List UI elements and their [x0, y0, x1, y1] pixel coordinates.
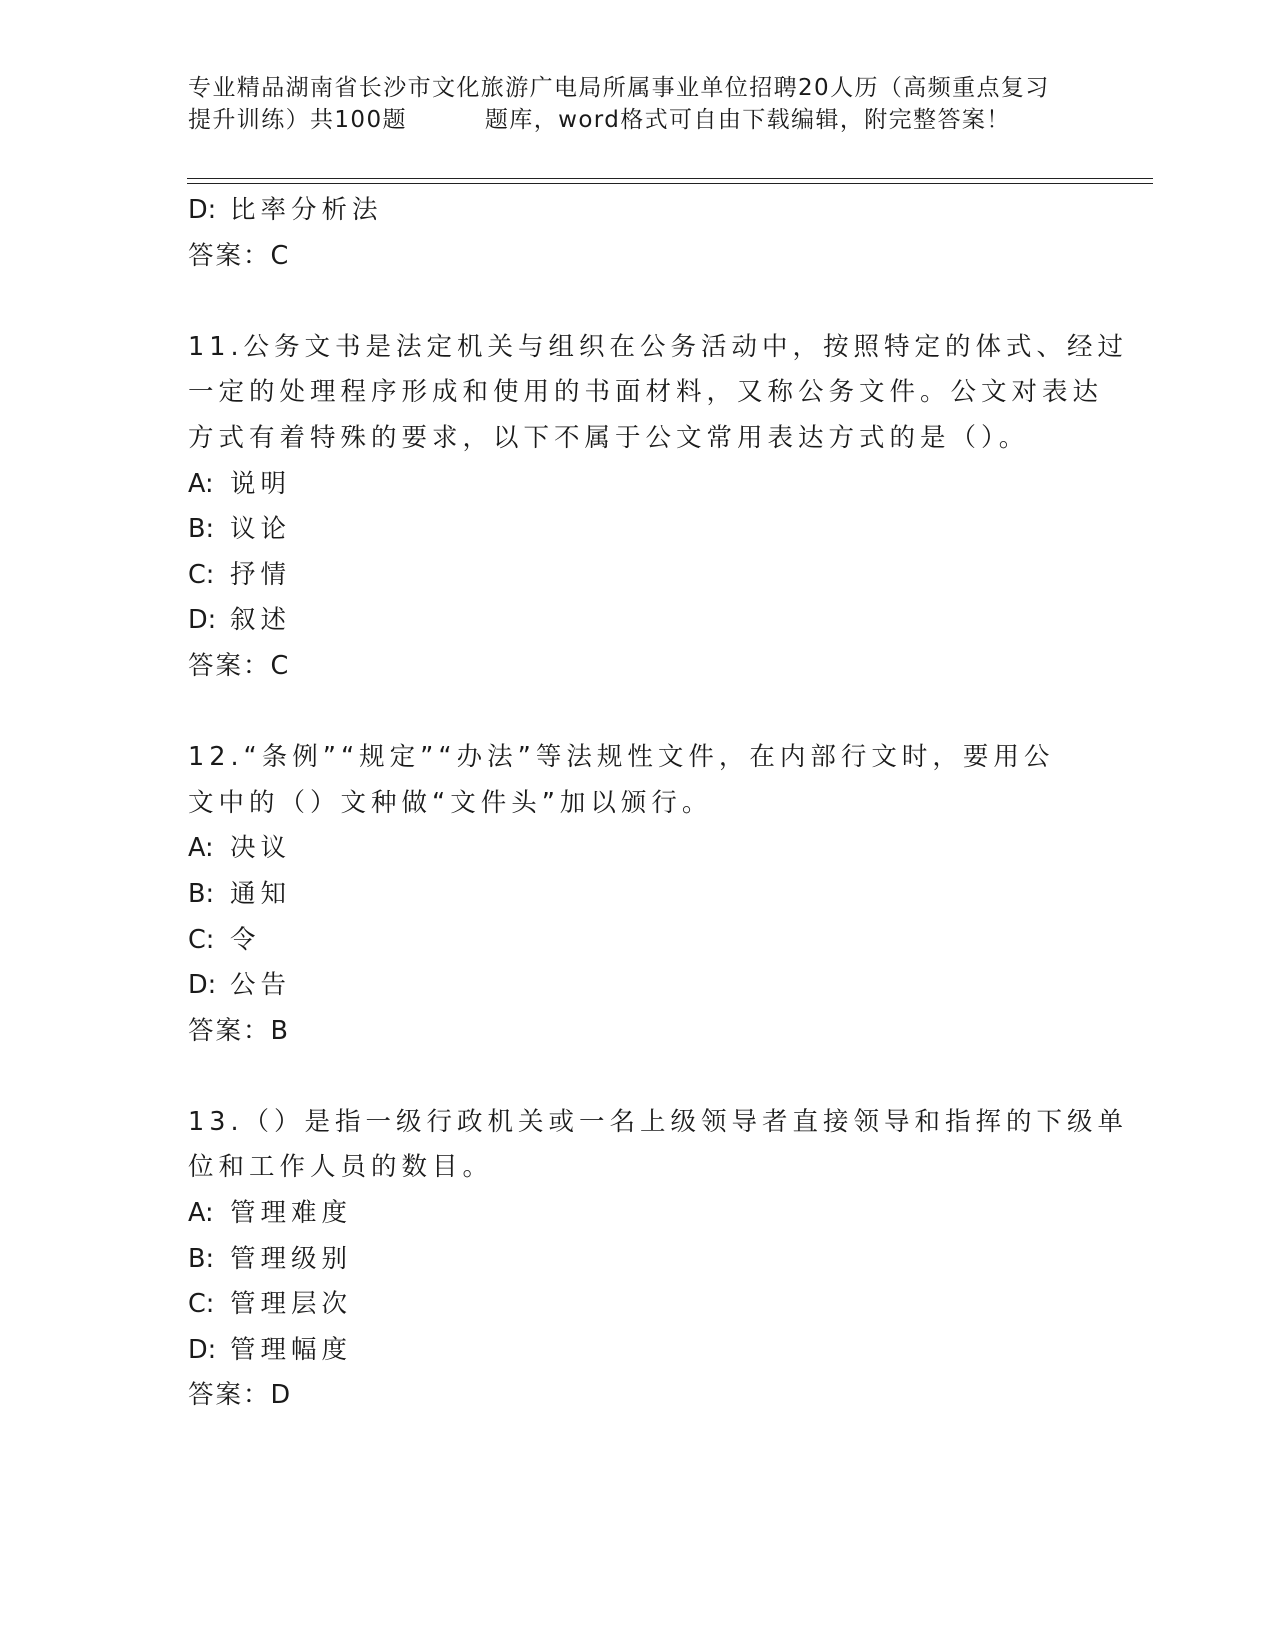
question-spacer — [188, 690, 1088, 736]
option-text: 通知 — [230, 878, 292, 909]
option-text: 比率分析法 — [230, 195, 383, 225]
header-title-line-2-left: 提升训练）共100题 — [188, 107, 407, 133]
question-spacer — [188, 279, 1088, 325]
option-text: 抒情 — [230, 559, 292, 590]
option-row — [188, 963, 1088, 1009]
option-letter: D: — [188, 605, 217, 636]
option-text: 管理级别 — [230, 1243, 353, 1274]
option-row — [188, 1237, 1088, 1283]
header-title-line-2-right: 题库，word格式可自由下载编辑，附完整答案！ — [484, 107, 1011, 133]
option-text: 叙述 — [230, 605, 292, 636]
option-row — [188, 918, 1088, 964]
answer-line: 答案：D — [188, 1380, 293, 1411]
option-text: 管理幅度 — [230, 1334, 353, 1365]
document-header — [188, 72, 1088, 136]
option-row — [188, 872, 1088, 918]
option-letter: A: — [188, 1198, 214, 1229]
option-row — [188, 553, 1088, 599]
header-title-line-1: 专业精品湖南省长沙市文化旅游广电局所属事业单位招聘20人历（高频重点复习 — [188, 75, 1050, 101]
option-letter: C: — [188, 924, 215, 955]
question-11-text-line: 方式有着特殊的要求，以下不属于公文常用表达方式的是（）。 — [188, 422, 1030, 453]
option-text: 管理层次 — [230, 1289, 353, 1320]
option-row — [188, 598, 1088, 644]
option-text: 公告 — [230, 970, 292, 1001]
option-row — [188, 1191, 1088, 1237]
question-12-text-line: 12.“条例”“规定”“办法”等法规性文件，在内部行文时，要用公 — [188, 742, 1055, 773]
option-letter: C: — [188, 559, 215, 590]
option-text: 令 — [230, 924, 261, 955]
question-13-text-line: 13.（）是指一级行政机关或一名上级领导者直接领导和指挥的下级单 — [188, 1106, 1129, 1137]
option-letter: D: — [188, 1334, 217, 1365]
option-row — [188, 1328, 1088, 1374]
option-text: 决议 — [230, 833, 292, 864]
question-spacer — [188, 1054, 1088, 1100]
option-text: 议论 — [230, 514, 292, 545]
header-divider-top — [187, 178, 1153, 179]
question-12-text-line: 文中的（）文种做“文件头”加以颁行。 — [188, 787, 713, 818]
option-row — [188, 507, 1088, 553]
option-letter: C: — [188, 1289, 215, 1320]
option-letter: A: — [188, 833, 214, 864]
header-title-line-2 — [188, 104, 1088, 136]
option-row — [188, 826, 1088, 872]
option-letter: A: — [188, 468, 214, 499]
option-letter: B: — [188, 1243, 215, 1274]
question-11-text-line: 11.公务文书是法定机关与组织在公务活动中，按照特定的体式、经过 — [188, 331, 1129, 362]
question-13-text-line: 位和工作人员的数目。 — [188, 1152, 494, 1183]
answer-line: 答案：C — [188, 650, 291, 681]
option-row — [188, 188, 1088, 234]
document-body — [188, 188, 1129, 1419]
answer-line: 答案：B — [188, 1015, 290, 1046]
header-divider-bottom — [187, 183, 1153, 184]
option-text: 管理难度 — [230, 1198, 353, 1229]
option-letter: B: — [188, 878, 215, 909]
option-text: 说明 — [230, 468, 292, 499]
option-letter: B: — [188, 514, 215, 545]
question-11-text-line: 一定的处理程序形成和使用的书面材料，又称公务文件。公文对表达 — [188, 377, 1104, 408]
option-row — [188, 1282, 1088, 1328]
answer-line: 答案：C — [188, 240, 291, 271]
option-letter: D: — [188, 195, 217, 225]
option-row — [188, 462, 1088, 508]
option-letter: D: — [188, 970, 217, 1001]
